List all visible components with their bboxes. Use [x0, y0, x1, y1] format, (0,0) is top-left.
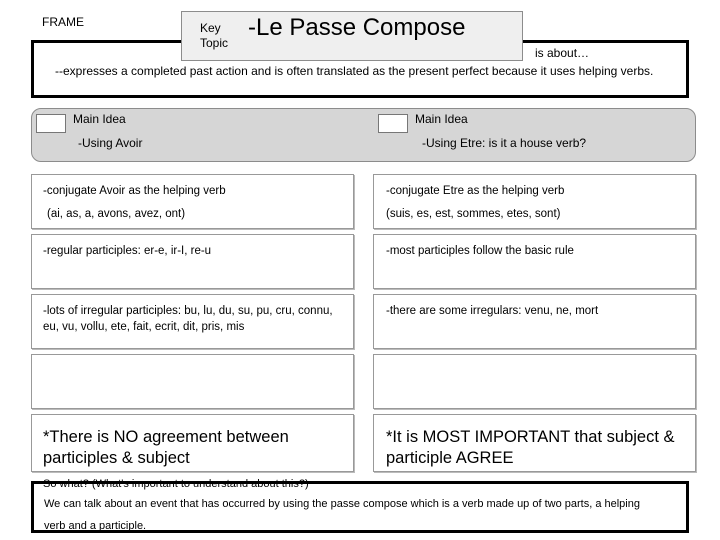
- detail-cell-left-1: [31, 174, 354, 229]
- main-idea-left-label: Main Idea: [73, 112, 126, 126]
- detail-left-1-line2: (ai, as, a, avons, avez, ont): [47, 208, 186, 220]
- detail-cell-left-3: [31, 294, 354, 349]
- detail-right-1-line1: -conjugate Etre as the helping verb: [386, 185, 565, 197]
- detail-left-5-text: *There is NO agreement between participles & subject: [43, 428, 289, 467]
- so-what-label: So what? (What's important to understand about this?): [43, 478, 309, 490]
- detail-right-5-text: *It is MOST IMPORTANT that subject & participle AGREE: [386, 428, 675, 467]
- detail-cell-right-3: [373, 294, 696, 349]
- topic-title: -Le Passe Compose: [248, 14, 466, 41]
- detail-left-2-text: -regular participles: er-e, ir-I, re-u: [43, 245, 212, 257]
- is-about-label: is about…: [535, 46, 590, 60]
- key-topic-label: Key Topic: [200, 21, 229, 50]
- detail-left-3-text: -lots of irregular participles: bu, lu, du, su, pu, cru, connu, eu, vu, vollu, ete, fait, ecrit, dit, pris, mis: [43, 305, 333, 333]
- main-idea-right-checkbox[interactable]: [378, 114, 408, 133]
- detail-cell-right-5: [373, 414, 696, 472]
- main-idea-left-checkbox[interactable]: [36, 114, 66, 133]
- detail-right-1-line2: (suis, es, est, sommes, etes, sont): [386, 208, 561, 220]
- detail-cell-left-5: [31, 414, 354, 472]
- so-what-text: We can talk about an event that has occurred by using the passe compose which is a verb made up of two parts, a helping verb and a participle.: [44, 498, 640, 532]
- main-idea-right-text: -Using Etre: is it a house verb?: [422, 136, 587, 150]
- main-idea-left-text: -Using Avoir: [78, 136, 143, 150]
- detail-cell-right-1: [373, 174, 696, 229]
- summary-text: --expresses a completed past action and is often translated as the present perfect because it uses helping verbs.: [55, 64, 654, 78]
- main-idea-bar: [31, 108, 696, 162]
- main-idea-right-label: Main Idea: [415, 112, 468, 126]
- detail-cell-left-2: [31, 234, 354, 289]
- detail-cell-left-4: [31, 354, 354, 409]
- frame-label: FRAME: [42, 15, 84, 29]
- detail-right-3-text: -there are some irregulars: venu, ne, mort: [386, 305, 599, 317]
- detail-right-2-text: -most participles follow the basic rule: [386, 245, 574, 257]
- detail-cell-right-2: [373, 234, 696, 289]
- detail-cell-right-4: [373, 354, 696, 409]
- detail-left-1-line1: -conjugate Avoir as the helping verb: [43, 185, 226, 197]
